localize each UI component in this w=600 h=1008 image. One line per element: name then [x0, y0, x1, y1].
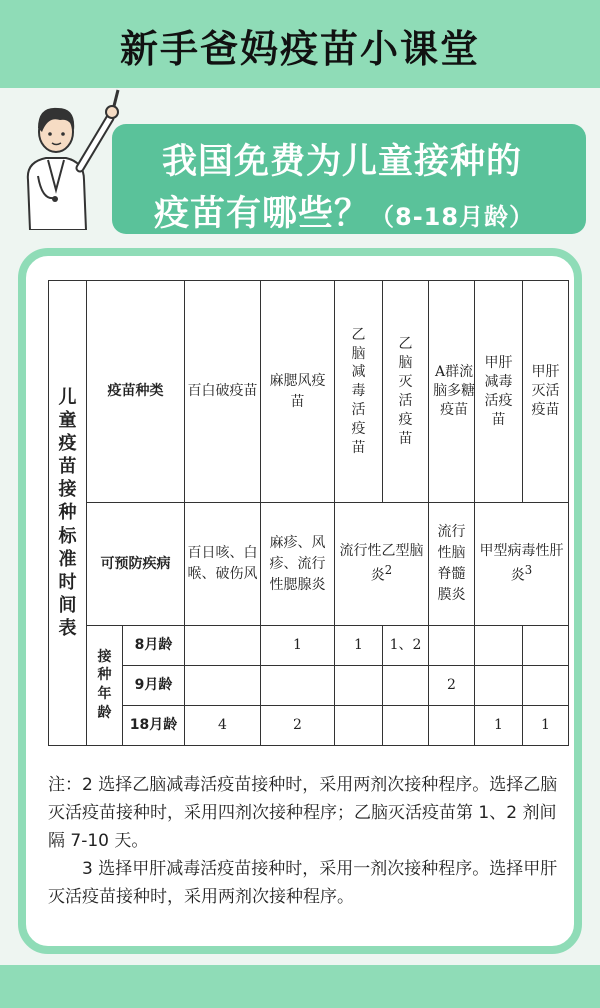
- vaccine-name-cell: [429, 281, 475, 503]
- vaccine-name-cell: [383, 281, 429, 503]
- vaccine-name: 百白破疫苗: [185, 281, 261, 503]
- disease-row: [49, 503, 569, 625]
- dose-cell: 1: [261, 625, 335, 665]
- age-row: [49, 705, 569, 745]
- age-range: （8-18月龄）: [370, 203, 535, 231]
- disease-name: 百日咳、白喉、破伤风: [185, 503, 261, 625]
- disease-name-cell: [475, 503, 569, 625]
- vaccine-name: 乙脑灭活疫苗: [398, 336, 413, 447]
- side-title-cell: [49, 281, 87, 746]
- dose-cell: [383, 705, 429, 745]
- question-line-2: [154, 186, 534, 236]
- label-age: 接种年龄: [97, 648, 112, 722]
- dose-cell: [429, 705, 475, 745]
- content-card: [18, 248, 582, 954]
- dose-cell: [523, 665, 569, 705]
- label-age-cell: [87, 625, 123, 745]
- vaccine-name-cell: [523, 281, 569, 503]
- header-bar: [0, 0, 600, 88]
- dose-cell: [335, 665, 383, 705]
- dose-cell: [335, 705, 383, 745]
- vaccine-name: 甲肝减毒活疫苗: [484, 354, 513, 428]
- disease-name: 甲型病毒性肝炎: [479, 543, 564, 584]
- age-label: 8月龄: [123, 625, 185, 665]
- dose-cell: [475, 625, 523, 665]
- dose-cell: [383, 665, 429, 705]
- age-label: 9月龄: [123, 665, 185, 705]
- dose-cell: [523, 625, 569, 665]
- age-row: [49, 665, 569, 705]
- question-banner: [112, 124, 586, 234]
- label-vaccine-type: 疫苗种类: [87, 281, 185, 503]
- page-title: 新手爸妈疫苗小课堂: [119, 27, 480, 71]
- question-line-1: 我国免费为儿童接种的: [162, 142, 523, 182]
- dose-cell: 4: [185, 705, 261, 745]
- age-label: 18月龄: [123, 705, 185, 745]
- dose-cell: 1、2: [383, 625, 429, 665]
- dose-cell: 2: [429, 665, 475, 705]
- vaccine-name: 麻腮风疫苗: [261, 281, 335, 503]
- disease-name-cell: [429, 503, 475, 625]
- vaccine-row: [49, 281, 569, 503]
- footnote-paragraph-1: 注：2 选择乙脑减毒活疫苗接种时，采用两剂次接种程序。选择乙脑灭活疫苗接种时，采用四剂次接种程序；乙脑灭活疫苗第 1、2 剂间隔 7-10 天。: [48, 775, 558, 851]
- dose-cell: [429, 625, 475, 665]
- vaccine-name: 乙脑减毒活疫苗: [351, 326, 366, 456]
- label-preventable-disease: 可预防疾病: [87, 503, 185, 625]
- disease-name: 流行性乙型脑炎: [339, 543, 424, 584]
- dose-cell: 1: [335, 625, 383, 665]
- disease-name: 麻疹、风疹、流行性腮腺炎: [261, 503, 335, 625]
- doctor-pointing-icon: [8, 80, 128, 230]
- footnote-paragraph-2: 3 选择甲肝减毒活疫苗接种时，采用一剂次接种程序。选择甲肝灭活疫苗接种时，采用两剂次接种程序。: [48, 859, 558, 907]
- dose-cell: 1: [523, 705, 569, 745]
- disease-name-cell: [335, 503, 429, 625]
- vaccine-name-cell: [475, 281, 523, 503]
- question-line-2-text: 疫苗有哪些？: [154, 194, 371, 234]
- dose-cell: [185, 625, 261, 665]
- dose-cell: 2: [261, 705, 335, 745]
- disease-name: 流行性脑脊髓膜炎: [437, 524, 466, 604]
- footnote-mark: 3: [524, 563, 533, 578]
- footnote: [48, 771, 558, 911]
- dose-cell: 1: [475, 705, 523, 745]
- vaccine-name: A群流脑多糖疫苗: [433, 364, 476, 419]
- vaccine-name-cell: [335, 281, 383, 503]
- dose-cell: [261, 665, 335, 705]
- footnote-mark: 2: [384, 563, 393, 578]
- vaccine-schedule-table: [48, 280, 569, 746]
- side-title: 儿童疫苗接种标准时间表: [58, 387, 77, 639]
- vaccine-name: 甲肝灭活疫苗: [531, 364, 560, 419]
- age-row: [49, 625, 569, 665]
- dose-cell: [475, 665, 523, 705]
- footer-bar: [0, 965, 600, 1008]
- dose-cell: [185, 665, 261, 705]
